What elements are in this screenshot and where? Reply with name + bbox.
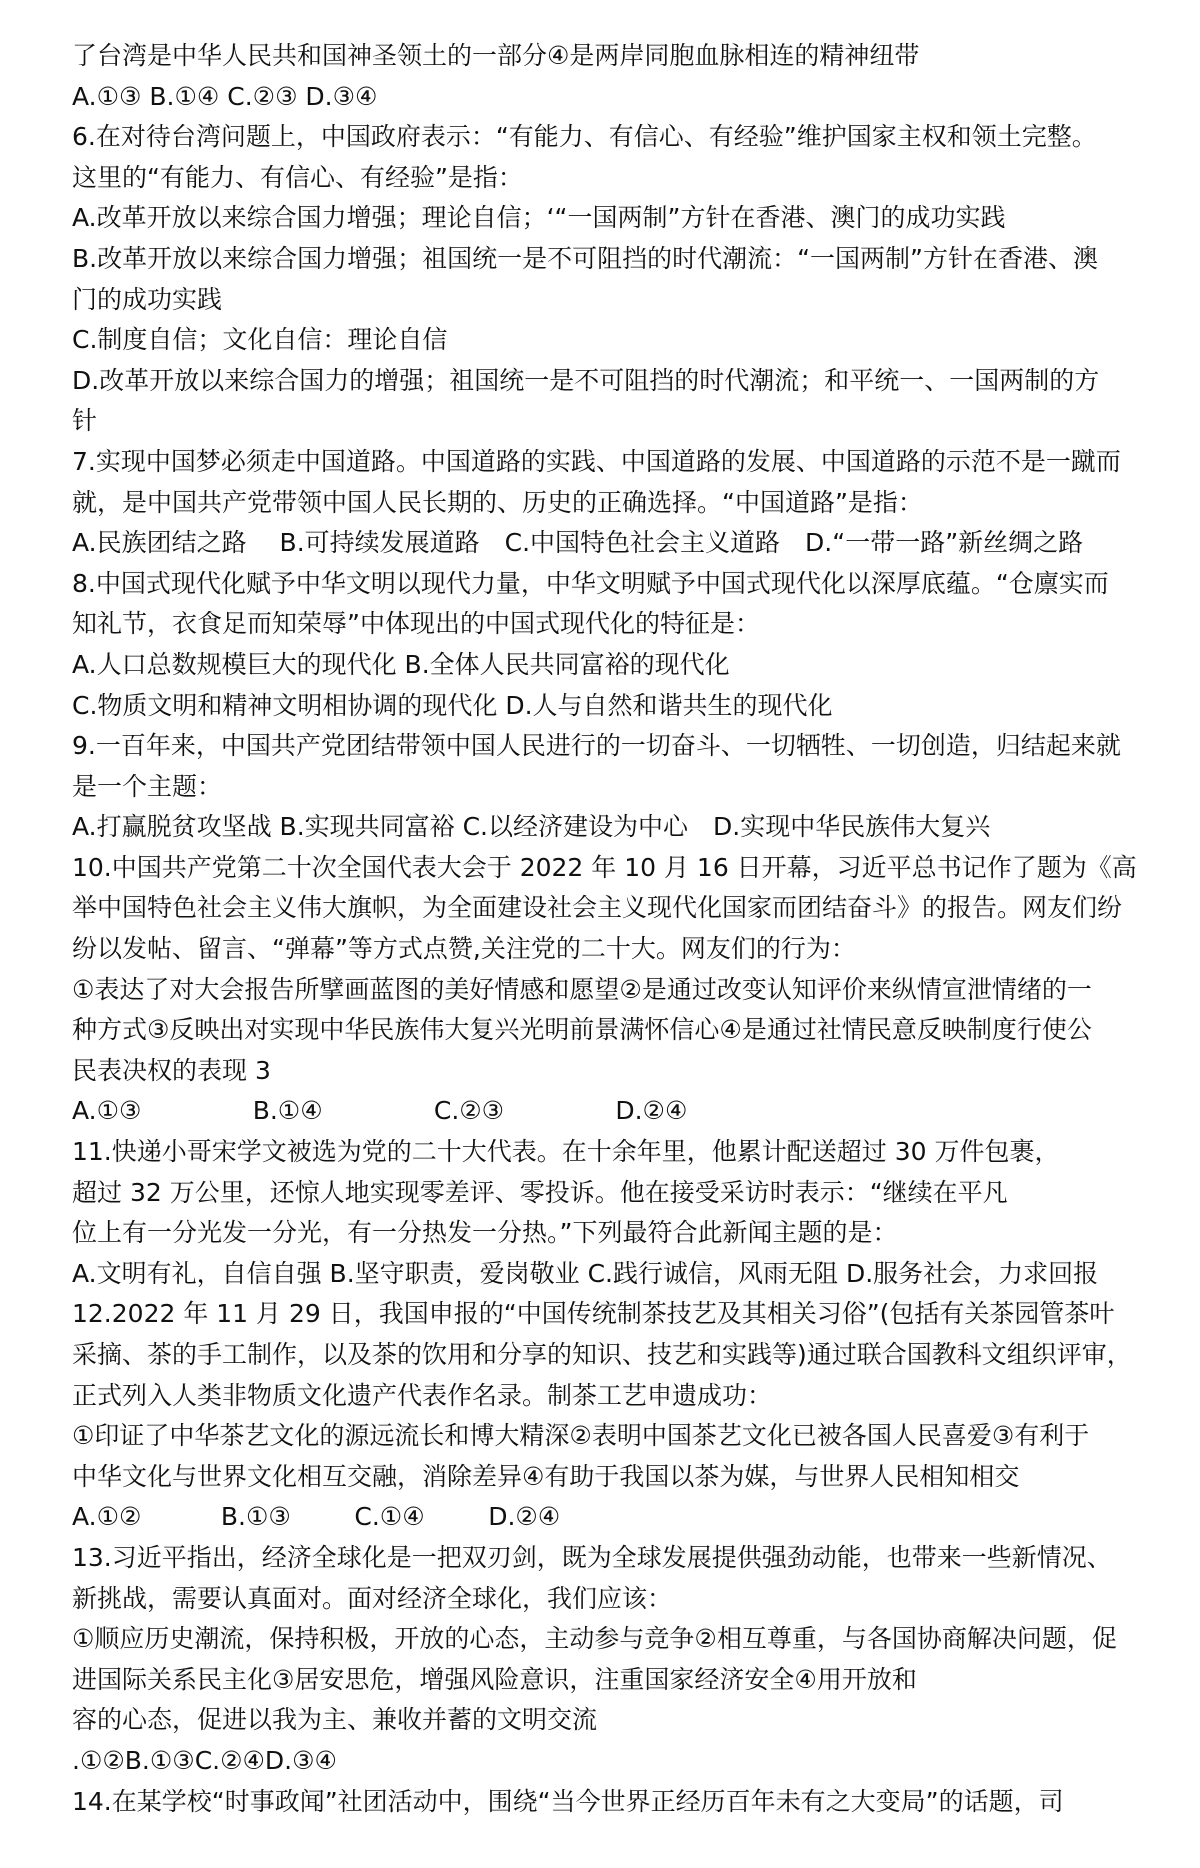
text-line: 进国际关系民主化③居安思危，增强风险意识，注重国家经济安全④用开放和 — [72, 1664, 917, 1694]
text-line: 纷以发帖、留言、“弹幕”等方式点赞,关注党的二十大。网友们的行为： — [72, 934, 856, 964]
text-line: A.①③ B.①④ C.②③ D.②④ — [72, 1096, 688, 1126]
text-line: D.改革开放以来综合国力的增强；祖国统一是不可阻挡的时代潮流；和平统一、一国两制的方 — [72, 365, 1100, 395]
text-line: 11.快递小哥宋学文被选为党的二十大代表。在十余年里，他累计配送超过 30 万件包裹， — [72, 1137, 1060, 1167]
text-line: 9.一百年来，中国共产党团结带领中国人民进行的一切奋斗、一切牺牲、一切创造，归结起来就 — [72, 731, 1121, 761]
text-line: A.打赢脱贫攻坚战 B.实现共同富裕 C.以经济建设为中心 D.实现中华民族伟大复兴 — [72, 812, 991, 842]
text-line: 是一个主题： — [72, 771, 223, 801]
text-line: 7.实现中国梦必须走中国道路。中国道路的实践、中国道路的发展、中国道路的示范不是一蹴而 — [72, 446, 1121, 476]
text-line: 6.在对待台湾问题上，中国政府表示：“有能力、有信心、有经验”维护国家主权和领土完整。 — [72, 122, 1097, 152]
text-line: 这里的“有能力、有信心、有经验”是指： — [72, 162, 523, 192]
text-line: 14.在某学校“时事政闻”社团活动中，围绕“当今世界正经历百年未有之大变局”的话题，司 — [72, 1786, 1064, 1816]
text-line: A.文明有礼，自信自强 B.坚守职责，爱岗敬业 C.践行诚信，风雨无阻 D.服务社会，力求回报 — [72, 1258, 1099, 1288]
text-line: A.人口总数规模巨大的现代化 B.全体人民共同富裕的现代化 — [72, 649, 730, 679]
text-line: C.物质文明和精神文明相协调的现代化 D.人与自然和谐共生的现代化 — [72, 690, 833, 720]
text-line: 位上有一分光发一分光，有一分热发一分热。”下列最符合此新闻主题的是： — [72, 1218, 898, 1248]
text-line: A.改革开放以来综合国力增强；理论自信；‘“一国两制”方针在香港、澳门的成功实践 — [72, 203, 1006, 233]
text-line: 8.中国式现代化赋予中华文明以现代力量，中华文明赋予中国式现代化以深厚底蕴。“仓廪实而 — [72, 568, 1109, 598]
text-line: 正式列入人类非物质文化遗产代表作名录。制茶工艺申遗成功： — [72, 1380, 773, 1410]
text-line: 采摘、茶的手工制作，以及茶的饮用和分享的知识、技艺和实践等)通过联合国教科文组织评审， — [72, 1340, 1132, 1369]
text-line: 12.2022 年 11 月 29 日，我国申报的“中国传统制茶技艺及其相关习俗”(包括有关茶园管茶叶 — [72, 1299, 1115, 1329]
text-line: 门的成功实践 — [72, 284, 223, 314]
text-line: 针 — [72, 406, 98, 436]
text-line: 10.中国共产党第二十次全国代表大会于 2022 年 10 月 16 日开幕，习近平总书记作了题为《高 — [72, 852, 1137, 882]
text-line: A.民族团结之路 B.可持续发展道路 C.中国特色社会主义道路 D.“一带一路”新丝绸之路 — [72, 528, 1084, 558]
text-line: 举中国特色社会主义伟大旗帜，为全面建设社会主义现代化国家而团结奋斗》的报告。网友们纷 — [72, 893, 1123, 923]
text-line: 种方式③反映出对实现中华民族伟大复兴光明前景满怀信心④是通过社情民意反映制度行使公 — [72, 1015, 1092, 1045]
text-line: A.①② B.①③ C.①④ D.②④ — [72, 1502, 561, 1532]
text-line: ①顺应历史潮流，保持积极，开放的心态，主动参与竞争②相互尊重，与各国协商解决问题，促 — [72, 1624, 1117, 1654]
text-line: .①②B.①③C.②④D.③④ — [72, 1745, 337, 1775]
text-line: C.制度自信；文化自信：理论自信 — [72, 325, 448, 355]
text-line: 13.习近平指出，经济全球化是一把双刃剑，既为全球发展提供强劲动能，也带来一些新情况、 — [72, 1542, 1112, 1572]
text-line: 中华文化与世界文化相互交融，消除差异④有助于我国以茶为媒，与世界人民相知相交 — [72, 1461, 1020, 1491]
text-line: ①印证了中华茶艺文化的源远流长和博大精深②表明中国茶艺文化已被各国人民喜爱③有利于 — [72, 1421, 1090, 1451]
text-line: ①表达了对大会报告所擘画蓝图的美好情感和愿望②是通过改变认知评价来纵情宣泄情绪的一 — [72, 974, 1092, 1004]
text-line: 就，是中国共产党带领中国人民长期的、历史的正确选择。“中国道路”是指： — [72, 487, 923, 517]
text-line: 知礼节，衣食足而知荣辱”中体现出的中国式现代化的特征是： — [72, 609, 760, 639]
text-line: 容的心态，促进以我为主、兼收并蓄的文明交流 — [72, 1705, 598, 1735]
text-line: A.①③ B.①④ C.②③ D.③④ — [72, 81, 378, 111]
text-line: 超过 32 万公里，还惊人地实现零差评、零投诉。他在接受采访时表示：“继续在平凡 — [72, 1177, 1008, 1207]
text-line: 民表决权的表现 3 — [72, 1055, 271, 1085]
text-line: 新挑战，需要认真面对。面对经济全球化，我们应该： — [72, 1583, 673, 1613]
text-line: B.改革开放以来综合国力增强；祖国统一是不可阻挡的时代潮流：“一国两制”方针在香港、澳 — [72, 243, 1099, 273]
text-line: 了台湾是中华人民共和国神圣领土的一部分④是两岸同胞血脉相连的精神纽带 — [72, 41, 920, 70]
